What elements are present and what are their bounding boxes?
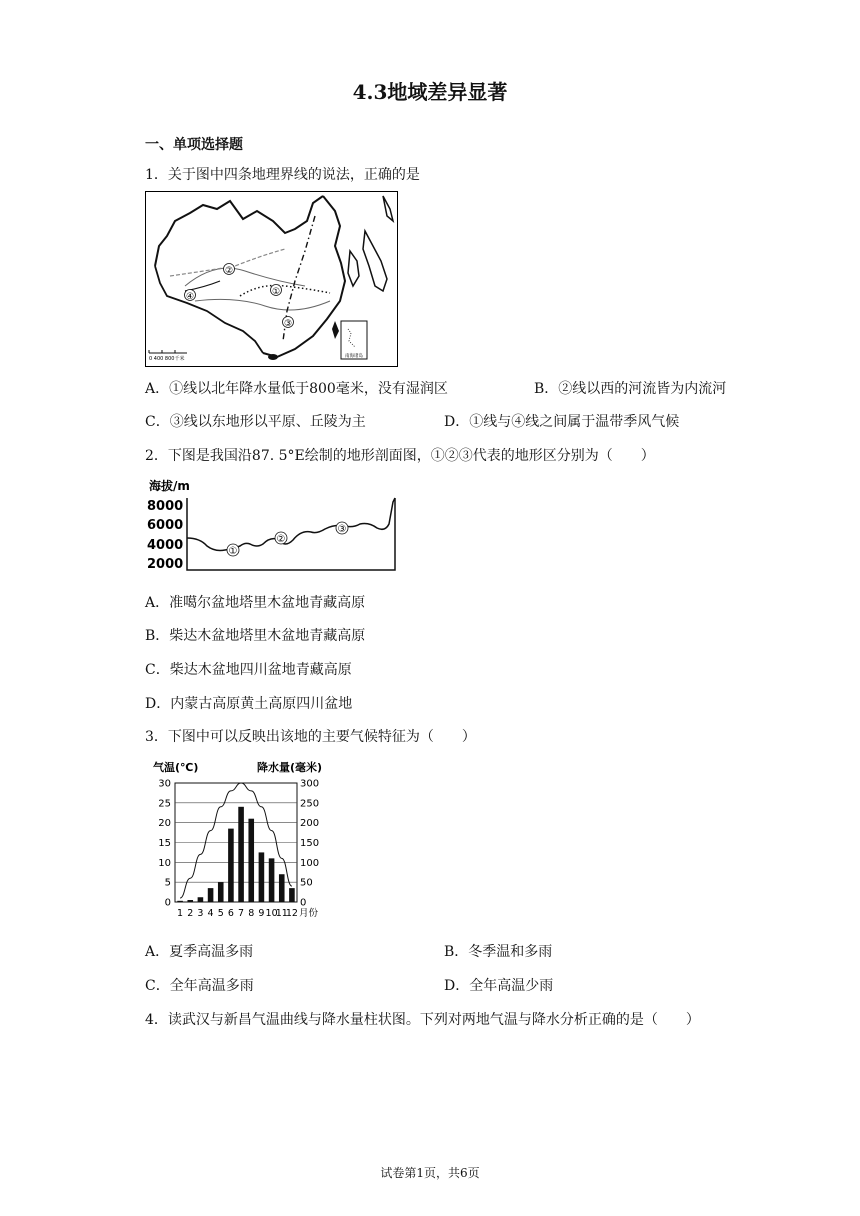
precip-bar-5 [218, 882, 224, 902]
ytick-right: 200 [300, 818, 320, 830]
xtick-month: 7 [238, 908, 245, 919]
question-3-stem: 3．下图中可以反映出该地的主要气候特征为（ ） [145, 729, 476, 745]
precip-bar-3 [198, 897, 204, 902]
xtick-month: 3 [197, 908, 204, 919]
xtick-month: 9 [258, 908, 265, 919]
precip-bar-10 [269, 858, 275, 902]
precip-bar-7 [238, 807, 244, 902]
precip-bar-12 [289, 888, 295, 902]
ytick-right: 150 [300, 838, 320, 849]
climate-ylabel-left: 气温(℃) [153, 761, 199, 774]
ytick-right: 250 [300, 798, 320, 810]
map-marker-2: ② [224, 266, 234, 276]
page-footer: 试卷第1页，共6页 [380, 1166, 480, 1180]
precip-bar-8 [248, 819, 254, 902]
q1-option-b[interactable]: B．②线以西的河流皆为内流河 [534, 381, 727, 397]
profile-ytick-8000: 8000 [147, 499, 184, 514]
climate-ylabel-right: 降水量(毫米) [257, 761, 323, 774]
profile-marker-3: ③ [337, 524, 347, 535]
ytick-left: 15 [158, 838, 171, 849]
xtick-month: 8 [248, 908, 255, 919]
q3-option-c[interactable]: C．全年高温多雨 [145, 978, 254, 994]
map-inset-label: 南海诸岛 [345, 354, 363, 359]
q2-option-b[interactable]: B．柴达木盆地塔里木盆地青藏高原 [145, 628, 366, 644]
temperature-curve [180, 783, 292, 898]
precip-bar-9 [259, 852, 265, 902]
terrain-profile-chart [145, 474, 400, 574]
precip-bar-6 [228, 829, 234, 902]
xtick-month: 2 [187, 908, 194, 919]
ytick-right: 0 [300, 897, 307, 909]
xtick-month: 4 [207, 908, 214, 919]
map-marker-1: ① [271, 287, 281, 297]
precip-bar-11 [279, 874, 285, 902]
q2-option-d[interactable]: D．内蒙古高原黄土高原四川盆地 [145, 696, 353, 712]
q1-option-c[interactable]: C．③线以东地形以平原、丘陵为主 [145, 414, 366, 430]
profile-ytick-4000: 4000 [147, 538, 184, 553]
q3-option-d[interactable]: D．全年高温少雨 [444, 978, 554, 994]
question-4-stem: 4．读武汉与新昌气温曲线与降水量柱状图。下列对两地气温与降水分析正确的是（ ） [145, 1012, 700, 1028]
question-1-stem: 1．关于图中四条地理界线的说法，正确的是 [145, 167, 420, 183]
precip-bar-4 [208, 888, 214, 902]
xtick-month: 1 [177, 908, 184, 919]
xtick-month: 10 [265, 908, 278, 919]
map-scale: 0 400 800千米 [149, 356, 185, 362]
xtick-month: 6 [227, 908, 234, 919]
question-2-stem: 2．下图是我国沿87. 5°E绘制的地形剖面图，①②③代表的地形区分别为（ ） [145, 448, 655, 464]
ytick-left: 30 [158, 778, 171, 790]
china-boundary-map [145, 191, 398, 367]
profile-ytick-6000: 6000 [147, 518, 184, 533]
xtick-month: 11 [275, 908, 288, 919]
climate-chart [145, 757, 345, 924]
xtick-month: 5 [217, 908, 224, 919]
xlabel-month: 月份 [299, 908, 319, 919]
ytick-right: 100 [300, 857, 320, 869]
q1-option-d[interactable]: D．①线与④线之间属于温带季风气候 [444, 414, 680, 430]
map-marker-4: ④ [185, 292, 195, 302]
ytick-left: 0 [164, 897, 171, 909]
q3-option-b[interactable]: B．冬季温和多雨 [444, 944, 553, 960]
q1-option-a[interactable]: A．①线以北年降水量低于800毫米，没有湿润区 [145, 381, 448, 397]
ytick-left: 5 [164, 877, 171, 889]
q2-option-a[interactable]: A．准噶尔盆地塔里木盆地青藏高原 [145, 595, 366, 611]
xtick-month: 12 [285, 908, 298, 919]
q2-option-c[interactable]: C．柴达木盆地四川盆地青藏高原 [145, 662, 352, 678]
precip-bar-1 [177, 901, 183, 902]
ytick-left: 25 [158, 798, 171, 810]
profile-marker-1: ① [228, 546, 238, 557]
profile-marker-2: ② [276, 534, 286, 545]
profile-ytick-2000: 2000 [147, 557, 184, 572]
map-marker-3: ③ [283, 319, 293, 329]
page-title: 4.3地域差异显著 [352, 80, 508, 104]
ytick-right: 300 [300, 778, 320, 790]
precip-bar-2 [187, 900, 193, 902]
q3-option-a[interactable]: A．夏季高温多雨 [145, 944, 254, 960]
ytick-left: 10 [158, 857, 171, 869]
section-heading: 一、单项选择题 [145, 137, 243, 153]
ytick-right: 50 [300, 877, 313, 889]
profile-ylabel: 海拔/m [149, 479, 190, 493]
ytick-left: 20 [158, 818, 171, 830]
